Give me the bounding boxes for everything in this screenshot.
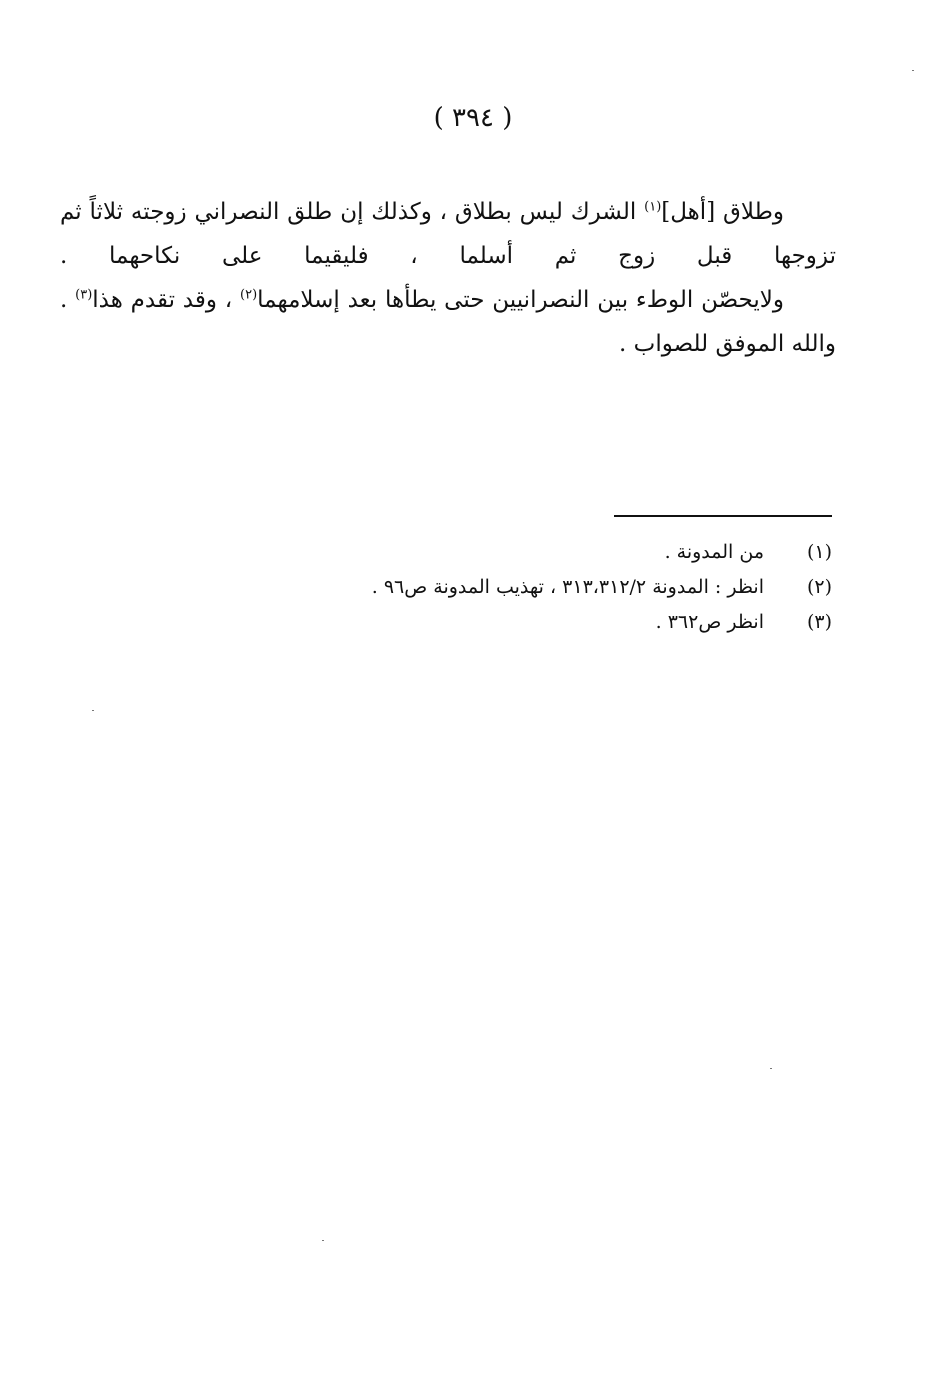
footnote-1: [300, 535, 832, 570]
footnote-marker: (١): [806, 541, 832, 563]
footnote-marker: (٣): [806, 611, 832, 633]
footnote-separator: [614, 515, 832, 517]
paragraph-1-text-end: الشرك ليس بطلاق ، وكذلك إن طلق النصراني زوجته ثلاثاً ثم تزوجها قبل زوج ثم أسلما ، فليقيما على نكاحهما .: [60, 199, 836, 269]
scan-speck: [322, 1240, 324, 1241]
paragraph-1: [60, 190, 836, 278]
paragraph-2: [60, 278, 836, 366]
footnote-3: [300, 605, 832, 640]
paragraph-2-text-middle: ، وقد تقدم هذا: [92, 287, 241, 313]
footnote-text: انظر ص٣٦٢ .: [655, 611, 764, 633]
page-number: ( ٣٩٤ ): [433, 103, 513, 133]
paragraph-2-text-start: ولايحصّن الوطء بين النصرانيين حتى يطأها بعد إسلامهما: [257, 287, 784, 313]
footnotes-list: [300, 535, 832, 640]
footnote-2: [300, 570, 832, 605]
footnote-marker: (٢): [806, 576, 832, 598]
paragraph-2-text-end: . والله الموفق للصواب .: [60, 287, 836, 357]
paragraph-1-text-start: وطلاق [أهل]: [661, 199, 784, 225]
footnote-ref-3: (٣): [75, 287, 93, 303]
scan-speck: [912, 70, 914, 71]
footnote-text: من المدونة .: [664, 541, 764, 563]
scan-speck: [92, 710, 94, 711]
main-text: [60, 190, 836, 366]
footnote-ref-1: (١): [644, 199, 662, 215]
footnote-ref-2: (٢): [240, 287, 258, 303]
scan-speck: [770, 1068, 772, 1069]
footnote-text: انظر : المدونة ٣١٣،٣١٢/٢ ، تهذيب المدونة ص٩٦ .: [371, 576, 764, 598]
